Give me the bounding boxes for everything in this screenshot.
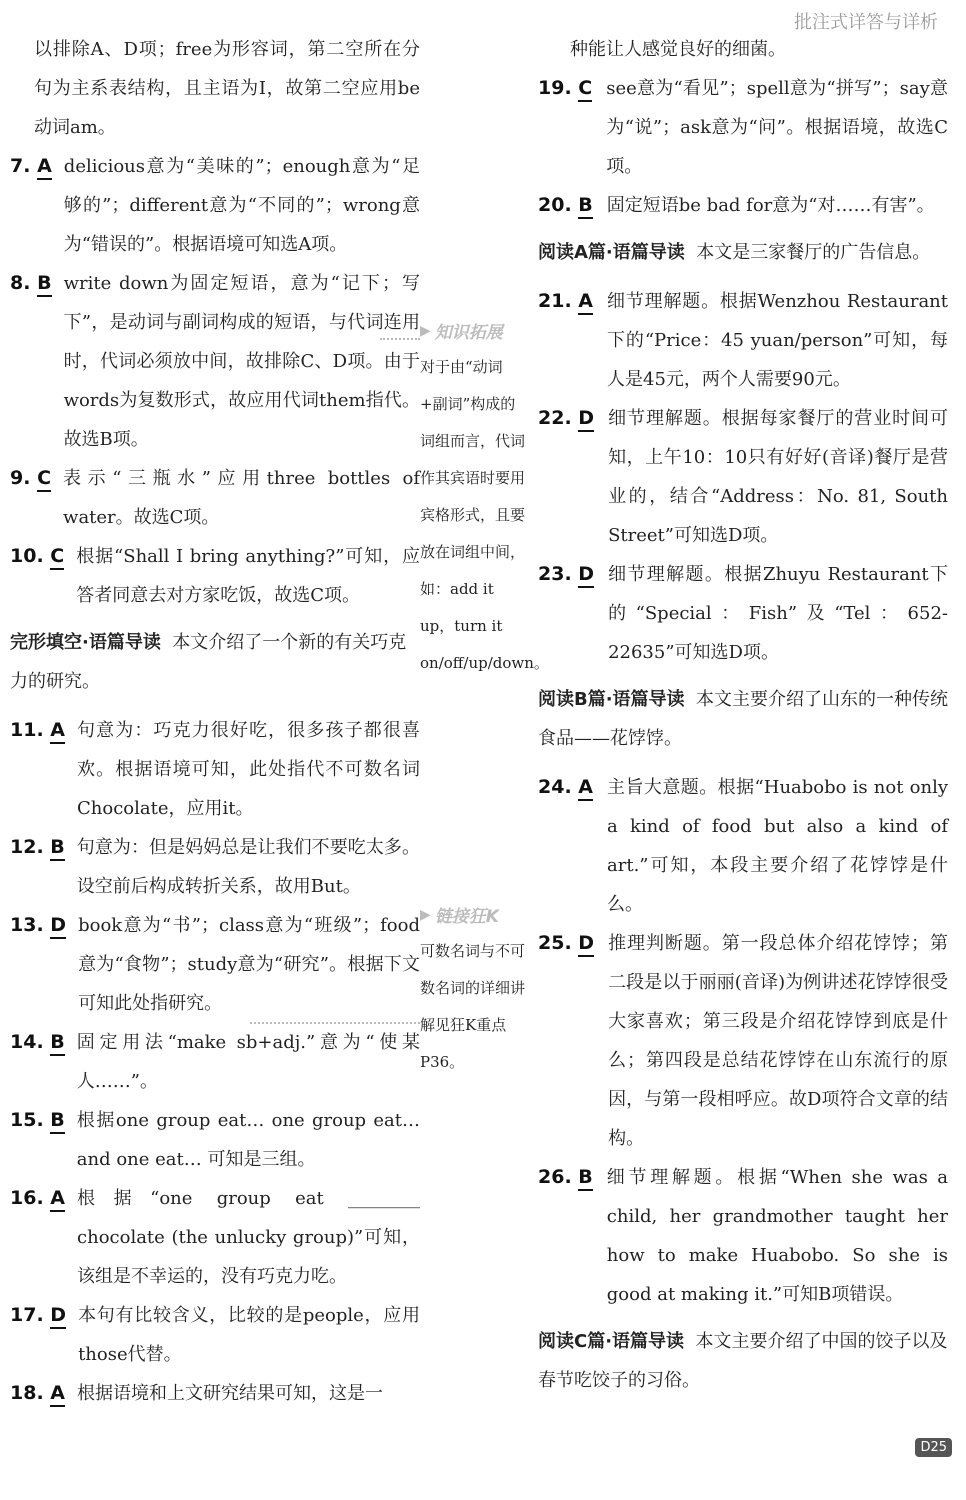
answer-item-12: 12. B 句意为：但是妈妈总是让我们不要吃太多。设空前后构成转折关系，故用But。 (10, 828, 420, 906)
answer-explanation: 表示“三瓶水”应用three bottles of water。故选C项。 (63, 468, 420, 528)
side-notes (420, 318, 549, 1081)
page-header: 批注式详答与详析 (794, 12, 938, 33)
answer-explanation: 句意为：但是妈妈总是让我们不要吃太多。设空前后构成转折关系，故用But。 (76, 837, 420, 897)
answer-item-17: 17. D 本句有比较含义，比较的是people，应用those代替。 (10, 1296, 420, 1374)
answer-item-19: 19. C see意为“看见”；spell意为“拼写”；say意为“说”；ask意为“问”。根据语境，故选C项。 (538, 69, 948, 186)
answer-item-9: 9. C 表示“三瓶水”应用three bottles of water。故选C项。 (10, 459, 420, 537)
answer-letter: A (578, 776, 593, 801)
answer-letter: D (578, 932, 594, 957)
answer-letter: B (50, 1109, 64, 1134)
left-intro-text: 以排除A、D项；free为形容词，第二空所在分句为主系表结构，且主语为I，故第二空应用be动词am。 (34, 39, 420, 138)
answer-letter: A (37, 155, 52, 180)
connector-line-2 (250, 1022, 420, 1024)
guide-text: 本文介绍了一个新的有关巧克力的研究。 (10, 632, 407, 692)
answer-letter: B (50, 836, 64, 861)
guide-text: 本文主要介绍了山东的一种传统食品——花饽饽。 (538, 689, 949, 749)
link-title: ▶ 链接狂K (420, 906, 499, 927)
answer-item-15: 15. B 根据one group eat… one group eat… and one eat… 可知是三组。 (10, 1101, 420, 1179)
triangle-icon: ▶ (420, 322, 431, 339)
answer-explanation: delicious意为“美味的”；enough意为“足够的”；different意为“不同的”；wrong意为“错误的”。根据语境可知选A项。 (63, 156, 420, 255)
answer-explanation: 主旨大意题。根据“Huabobo is not only a kind of food but also a kind of art.”可知，本段主要介绍了花饽饽是什么。 (607, 777, 948, 915)
answer-letter: B (578, 1166, 592, 1191)
answer-item-26: 26. B 细节理解题。根据“When she was a child, her grandmother taught her how to make Huabobo. So she is good at making it.”可知B项错误。 (538, 1158, 948, 1314)
answer-explanation: 根据“Shall I bring anything?”可知，应答者同意去对方家吃饭，故选C项。 (76, 546, 420, 606)
triangle-icon: ▶ (420, 906, 431, 923)
guide-text: 本文主要介绍了中国的饺子以及春节吃饺子的习俗。 (538, 1331, 948, 1391)
guide-text: 本文是三家餐厅的广告信息。 (696, 242, 931, 263)
answer-explanation: 细节理解题。根据每家餐厅的营业时间可知，上午10：10只有好好(音译)餐厅是营业的，结合“Address：No. 81, South Street”可知选D项。 (608, 408, 948, 546)
answer-item-8: 8. B write down为固定短语，意为“记下；写下”，是动词与副词构成的短语，与代词连用时，代词必须放中间，故排除C、D项。由于words为复数形式，故应用代词them指代。故选B项。 (10, 264, 420, 459)
left-column (10, 30, 420, 1413)
answer-explanation: 推理判断题。第一段总体介绍花饽饽；第二段是以于丽丽(音译)为例讲述花饽饽很受大家喜欢；第三段是介绍花饽饽到底是什么；第四段是总结花饽饽在山东流行的原因，与第一段相呼应。故D项符合文章的结构。 (608, 933, 948, 1149)
answer-item-21: 21. A 细节理解题。根据Wenzhou Restaurant下的“Price：45 yuan/person”可知，每人是45元，两个人需要90元。 (538, 282, 948, 399)
answer-explanation: book意为“书”；class意为“班级”；food意为“食物”；study意为“研究”。根据下文可知此处指研究。 (78, 915, 420, 1014)
guide-heading: 阅读B篇·语篇导读 (538, 689, 685, 710)
right-column (538, 30, 948, 1410)
answer-letter: C (37, 467, 51, 492)
answer-item-11: 11. A 句意为：巧克力很好吃，很多孩子都很喜欢。根据语境可知，此处指代不可数名词Chocolate，应用it。 (10, 711, 420, 828)
answer-explanation: 固定短语be bad for意为“对……有害”。 (606, 195, 935, 216)
section-guide-reading-c (538, 1322, 948, 1400)
connector-line-1 (380, 338, 420, 340)
answer-explanation: 固定用法“make sb+adj.”意为“使某人……”。 (76, 1032, 420, 1092)
answer-explanation: write down为固定短语，意为“记下；写下”，是动词与副词构成的短语，与代词连用时，代词必须放中间，故排除C、D项。由于words为复数形式，故应用代词them指代。故选B项。 (63, 273, 420, 450)
answer-explanation: 句意为：巧克力很好吃，很多孩子都很喜欢。根据语境可知，此处指代不可数名词Chocolate，应用it。 (77, 720, 420, 819)
answer-letter: A (50, 1382, 65, 1407)
answer-explanation: 细节理解题。根据“When she was a child, her grandmother taught her how to make Huabobo. So she is good at making it.”可知B项错误。 (606, 1167, 948, 1305)
answer-item-13: 13. D book意为“书”；class意为“班级”；food意为“食物”；study意为“研究”。根据下文可知此处指研究。 (10, 906, 420, 1023)
answer-explanation: 根据语境和上文研究结果可知，这是一 (77, 1383, 384, 1404)
answer-explanation: 细节理解题。根据Wenzhou Restaurant下的“Price：45 yuan/person”可知，每人是45元，两个人需要90元。 (607, 291, 948, 390)
guide-heading: 阅读C篇·语篇导读 (538, 1331, 685, 1352)
answer-letter: D (50, 1304, 66, 1329)
answer-item-22: 22. D 细节理解题。根据每家餐厅的营业时间可知，上午10：10只有好好(音译)餐厅是营业的，结合“Address：No. 81, South Street”可知选D项。 (538, 399, 948, 555)
knowledge-extension-text: 对于由“动词+副词”构成的词组而言，代词作其宾语时要用宾格形式，且要放在词组中间，如：add it up，turn it on/off/up/down。 (420, 358, 549, 672)
answer-letter: B (37, 272, 51, 297)
answer-explanation: see意为“看见”；spell意为“拼写”；say意为“说”；ask意为“问”。根据语境，故选C项。 (606, 78, 948, 177)
answer-letter: C (578, 77, 592, 102)
knowledge-extension-title: ▶ 知识拓展 (420, 322, 503, 343)
answer-letter: A (50, 1187, 65, 1212)
answer-explanation: 根据one group eat… one group eat… and one eat… 可知是三组。 (76, 1110, 420, 1170)
right-intro-text: 种能让人感觉良好的细菌。 (570, 39, 786, 60)
answer-letter: D (50, 914, 66, 939)
link-text: 可数名词与不可数名词的详细讲解见狂K重点P36。 (420, 942, 526, 1071)
answer-item-23: 23. D 细节理解题。根据Zhuyu Restaurant下的“Special：Fish”及“Tel：652-22635”可知选D项。 (538, 555, 948, 672)
section-guide-reading-a (538, 233, 948, 272)
answer-letter: D (578, 407, 594, 432)
section-guide-reading-b (538, 680, 948, 758)
answer-letter: A (50, 719, 65, 744)
answer-explanation: 细节理解题。根据Zhuyu Restaurant下的“Special：Fish”及“Tel：652-22635”可知选D项。 (608, 564, 948, 663)
guide-heading: 阅读A篇·语篇导读 (538, 242, 685, 263)
answer-item-16: 16. A 根据“one group eat ________ chocolate (the unlucky group)”可知，该组是不幸运的，没有巧克力吃。 (10, 1179, 420, 1296)
answer-item-25: 25. D 推理判断题。第一段总体介绍花饽饽；第二段是以于丽丽(音译)为例讲述花饽饽很受大家喜欢；第三段是介绍花饽饽到底是什么；第四段是总结花饽饽在山东流行的原因，与第一段相呼应。故D项符合文章的结构。 (538, 924, 948, 1158)
section-guide-cloze (10, 623, 420, 701)
answer-item-24: 24. A 主旨大意题。根据“Huabobo is not only a kind of food but also a kind of art.”可知，本段主要介绍了花饽饽是什么。 (538, 768, 948, 924)
answer-letter: B (578, 194, 592, 219)
answer-letter: D (578, 563, 594, 588)
answer-item-10: 10. C 根据“Shall I bring anything?”可知，应答者同意去对方家吃饭，故选C项。 (10, 537, 420, 615)
answer-explanation: 本句有比较含义，比较的是people，应用those代替。 (78, 1305, 420, 1365)
guide-heading: 完形填空·语篇导读 (10, 632, 161, 653)
answer-item-18: 18. A 根据语境和上文研究结果可知，这是一 (10, 1374, 420, 1413)
answer-explanation: 根据“one group eat ________ chocolate (the unlucky group)”可知，该组是不幸运的，没有巧克力吃。 (77, 1188, 420, 1287)
answer-item-20: 20. B 固定短语be bad for意为“对……有害”。 (538, 186, 948, 225)
answer-item-14: 14. B 固定用法“make sb+adj.”意为“使某人……”。 (10, 1023, 420, 1101)
answer-letter: C (50, 545, 64, 570)
answer-letter: A (578, 290, 593, 315)
answer-item-7: 7. A delicious意为“美味的”；enough意为“足够的”；different意为“不同的”；wrong意为“错误的”。根据语境可知选A项。 (10, 147, 420, 264)
page-number: D25 (915, 1438, 952, 1457)
answer-letter: B (50, 1031, 64, 1056)
